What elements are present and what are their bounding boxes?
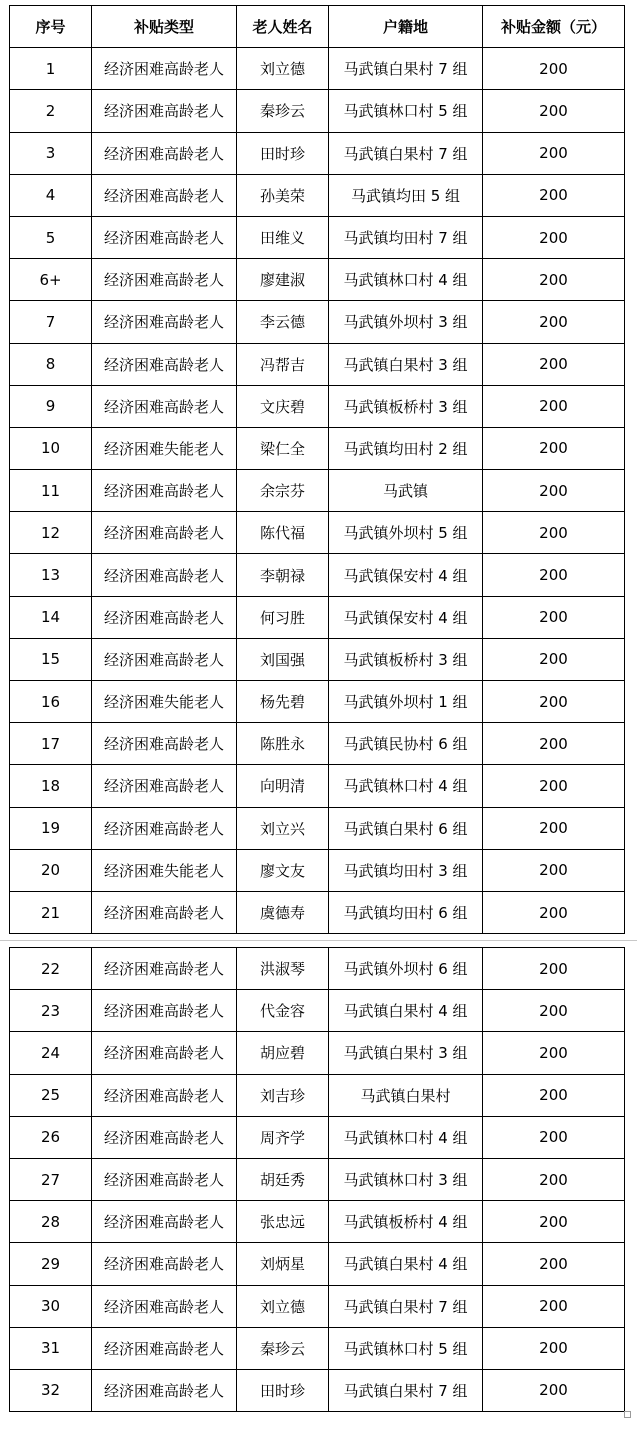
cell-amount: 200	[483, 849, 625, 891]
cell-elder-name: 刘吉珍	[237, 1074, 329, 1116]
cell-subsidy-type: 经济困难高龄老人	[92, 765, 237, 807]
table-row	[10, 1032, 625, 1074]
cell-index: 1	[10, 48, 92, 90]
cell-amount: 200	[483, 1285, 625, 1327]
cell-amount: 200	[483, 948, 625, 990]
cell-elder-name: 刘国强	[237, 638, 329, 680]
cell-index: 11	[10, 470, 92, 512]
cell-index: 24	[10, 1032, 92, 1074]
cell-subsidy-type: 经济困难高龄老人	[92, 1369, 237, 1411]
cell-subsidy-type: 经济困难高龄老人	[92, 301, 237, 343]
cell-amount: 200	[483, 301, 625, 343]
cell-residence: 马武镇白果村	[329, 1074, 483, 1116]
cell-index: 21	[10, 891, 92, 933]
cell-index: 13	[10, 554, 92, 596]
cell-index: 15	[10, 638, 92, 680]
header-residence: 户籍地	[329, 6, 483, 48]
cell-amount: 200	[483, 990, 625, 1032]
cell-index: 17	[10, 723, 92, 765]
cell-elder-name: 廖建淑	[237, 259, 329, 301]
cell-subsidy-type: 经济困难高龄老人	[92, 596, 237, 638]
cell-amount: 200	[483, 470, 625, 512]
cell-amount: 200	[483, 174, 625, 216]
table-row	[10, 765, 625, 807]
cell-index: 5	[10, 216, 92, 258]
cell-residence: 马武镇林口村 5 组	[329, 90, 483, 132]
table-row	[10, 90, 625, 132]
cell-subsidy-type: 经济困难高龄老人	[92, 948, 237, 990]
cell-index: 18	[10, 765, 92, 807]
cell-elder-name: 廖文友	[237, 849, 329, 891]
cell-index: 12	[10, 512, 92, 554]
cell-residence: 马武镇外坝村 5 组	[329, 512, 483, 554]
cell-amount: 200	[483, 807, 625, 849]
cell-subsidy-type: 经济困难高龄老人	[92, 1285, 237, 1327]
cell-elder-name: 代金容	[237, 990, 329, 1032]
cell-index: 3	[10, 132, 92, 174]
table-row	[10, 1201, 625, 1243]
subsidy-table-part-2	[9, 947, 625, 1412]
cell-subsidy-type: 经济困难高龄老人	[92, 48, 237, 90]
cell-index: 4	[10, 174, 92, 216]
cell-elder-name: 刘炳星	[237, 1243, 329, 1285]
cell-amount: 200	[483, 259, 625, 301]
cell-amount: 200	[483, 638, 625, 680]
cell-residence: 马武镇外坝村 1 组	[329, 681, 483, 723]
cell-residence: 马武镇林口村 4 组	[329, 1116, 483, 1158]
cell-elder-name: 向明清	[237, 765, 329, 807]
cell-amount: 200	[483, 1369, 625, 1411]
table-row	[10, 259, 625, 301]
cell-elder-name: 陈胜永	[237, 723, 329, 765]
table-row	[10, 1285, 625, 1327]
cell-residence: 马武镇白果村 7 组	[329, 48, 483, 90]
table-row	[10, 948, 625, 990]
cell-elder-name: 余宗芬	[237, 470, 329, 512]
cell-residence: 马武镇白果村 7 组	[329, 1369, 483, 1411]
cell-subsidy-type: 经济困难高龄老人	[92, 1243, 237, 1285]
cell-amount: 200	[483, 1074, 625, 1116]
cell-amount: 200	[483, 48, 625, 90]
table-row	[10, 301, 625, 343]
cell-residence: 马武镇外坝村 3 组	[329, 301, 483, 343]
header-subsidy-type: 补贴类型	[92, 6, 237, 48]
cell-index: 6+	[10, 259, 92, 301]
cell-elder-name: 刘立兴	[237, 807, 329, 849]
cell-amount: 200	[483, 1116, 625, 1158]
cell-elder-name: 李朝禄	[237, 554, 329, 596]
cell-subsidy-type: 经济困难高龄老人	[92, 1116, 237, 1158]
cell-elder-name: 孙美荣	[237, 174, 329, 216]
cell-elder-name: 胡廷秀	[237, 1158, 329, 1200]
cell-subsidy-type: 经济困难高龄老人	[92, 132, 237, 174]
cell-subsidy-type: 经济困难高龄老人	[92, 385, 237, 427]
cell-residence: 马武镇均田村 7 组	[329, 216, 483, 258]
table-row	[10, 1116, 625, 1158]
cell-residence: 马武镇均田村 2 组	[329, 427, 483, 469]
cell-subsidy-type: 经济困难高龄老人	[92, 1074, 237, 1116]
table-row	[10, 723, 625, 765]
cell-elder-name: 秦珍云	[237, 1327, 329, 1369]
cell-index: 22	[10, 948, 92, 990]
cell-subsidy-type: 经济困难高龄老人	[92, 723, 237, 765]
cell-amount: 200	[483, 681, 625, 723]
cell-elder-name: 田时珍	[237, 1369, 329, 1411]
table-row	[10, 216, 625, 258]
cell-residence: 马武镇	[329, 470, 483, 512]
cell-elder-name: 张忠远	[237, 1201, 329, 1243]
table-row	[10, 638, 625, 680]
cell-subsidy-type: 经济困难高龄老人	[92, 90, 237, 132]
cell-elder-name: 刘立德	[237, 1285, 329, 1327]
cell-index: 25	[10, 1074, 92, 1116]
cell-elder-name: 秦珍云	[237, 90, 329, 132]
table-row	[10, 554, 625, 596]
page-corner-marker	[624, 1411, 631, 1418]
cell-subsidy-type: 经济困难高龄老人	[92, 990, 237, 1032]
table-row	[10, 427, 625, 469]
cell-subsidy-type: 经济困难高龄老人	[92, 1327, 237, 1369]
cell-subsidy-type: 经济困难高龄老人	[92, 259, 237, 301]
table-row	[10, 1074, 625, 1116]
cell-amount: 200	[483, 427, 625, 469]
cell-subsidy-type: 经济困难高龄老人	[92, 1158, 237, 1200]
cell-subsidy-type: 经济困难高龄老人	[92, 512, 237, 554]
cell-index: 26	[10, 1116, 92, 1158]
cell-subsidy-type: 经济困难高龄老人	[92, 343, 237, 385]
table-row	[10, 807, 625, 849]
header-amount: 补贴金额（元）	[483, 6, 625, 48]
cell-amount: 200	[483, 1327, 625, 1369]
table-row	[10, 891, 625, 933]
table-row	[10, 681, 625, 723]
cell-residence: 马武镇林口村 4 组	[329, 765, 483, 807]
cell-residence: 马武镇板桥村 3 组	[329, 385, 483, 427]
table-row	[10, 990, 625, 1032]
cell-residence: 马武镇林口村 5 组	[329, 1327, 483, 1369]
cell-subsidy-type: 经济困难高龄老人	[92, 1201, 237, 1243]
cell-index: 29	[10, 1243, 92, 1285]
cell-residence: 马武镇白果村 4 组	[329, 1243, 483, 1285]
cell-residence: 马武镇均田村 6 组	[329, 891, 483, 933]
cell-index: 10	[10, 427, 92, 469]
cell-index: 8	[10, 343, 92, 385]
cell-residence: 马武镇林口村 3 组	[329, 1158, 483, 1200]
cell-index: 23	[10, 990, 92, 1032]
cell-subsidy-type: 经济困难高龄老人	[92, 554, 237, 596]
table-row	[10, 470, 625, 512]
cell-index: 2	[10, 90, 92, 132]
cell-elder-name: 胡应碧	[237, 1032, 329, 1074]
cell-amount: 200	[483, 512, 625, 554]
cell-index: 30	[10, 1285, 92, 1327]
cell-amount: 200	[483, 343, 625, 385]
subsidy-table-part-1	[9, 5, 625, 934]
cell-subsidy-type: 经济困难高龄老人	[92, 470, 237, 512]
cell-amount: 200	[483, 1243, 625, 1285]
table-row	[10, 1243, 625, 1285]
cell-amount: 200	[483, 385, 625, 427]
cell-elder-name: 文庆碧	[237, 385, 329, 427]
cell-index: 31	[10, 1327, 92, 1369]
table-header-row	[10, 6, 625, 48]
cell-subsidy-type: 经济困难失能老人	[92, 681, 237, 723]
cell-index: 28	[10, 1201, 92, 1243]
table-row	[10, 1327, 625, 1369]
cell-elder-name: 虞德寿	[237, 891, 329, 933]
cell-index: 7	[10, 301, 92, 343]
cell-amount: 200	[483, 596, 625, 638]
cell-amount: 200	[483, 1158, 625, 1200]
cell-subsidy-type: 经济困难高龄老人	[92, 1032, 237, 1074]
cell-elder-name: 陈代福	[237, 512, 329, 554]
cell-amount: 200	[483, 1032, 625, 1074]
cell-elder-name: 洪淑琴	[237, 948, 329, 990]
cell-residence: 马武镇均田 5 组	[329, 174, 483, 216]
cell-subsidy-type: 经济困难高龄老人	[92, 807, 237, 849]
cell-index: 32	[10, 1369, 92, 1411]
cell-amount: 200	[483, 1201, 625, 1243]
cell-residence: 马武镇白果村 3 组	[329, 343, 483, 385]
cell-amount: 200	[483, 765, 625, 807]
header-elder-name: 老人姓名	[237, 6, 329, 48]
cell-residence: 马武镇板桥村 3 组	[329, 638, 483, 680]
page-break-divider	[0, 940, 637, 941]
cell-index: 9	[10, 385, 92, 427]
table-row	[10, 174, 625, 216]
cell-residence: 马武镇外坝村 6 组	[329, 948, 483, 990]
table-body-part-1	[10, 48, 625, 934]
cell-subsidy-type: 经济困难高龄老人	[92, 891, 237, 933]
table-row	[10, 596, 625, 638]
cell-residence: 马武镇白果村 6 组	[329, 807, 483, 849]
table-row	[10, 132, 625, 174]
cell-elder-name: 周齐学	[237, 1116, 329, 1158]
cell-index: 19	[10, 807, 92, 849]
cell-amount: 200	[483, 891, 625, 933]
cell-amount: 200	[483, 132, 625, 174]
table-row	[10, 1369, 625, 1411]
cell-subsidy-type: 经济困难高龄老人	[92, 216, 237, 258]
cell-residence: 马武镇林口村 4 组	[329, 259, 483, 301]
table-body-part-2	[10, 948, 625, 1412]
cell-residence: 马武镇白果村 4 组	[329, 990, 483, 1032]
header-index: 序号	[10, 6, 92, 48]
cell-subsidy-type: 经济困难高龄老人	[92, 638, 237, 680]
table-row	[10, 1158, 625, 1200]
cell-residence: 马武镇白果村 7 组	[329, 1285, 483, 1327]
cell-elder-name: 田维义	[237, 216, 329, 258]
cell-elder-name: 何习胜	[237, 596, 329, 638]
cell-residence: 马武镇保安村 4 组	[329, 554, 483, 596]
table-row	[10, 343, 625, 385]
cell-elder-name: 冯帮吉	[237, 343, 329, 385]
cell-index: 14	[10, 596, 92, 638]
cell-residence: 马武镇白果村 3 组	[329, 1032, 483, 1074]
cell-index: 20	[10, 849, 92, 891]
cell-elder-name: 刘立德	[237, 48, 329, 90]
cell-amount: 200	[483, 554, 625, 596]
cell-residence: 马武镇板桥村 4 组	[329, 1201, 483, 1243]
cell-elder-name: 李云德	[237, 301, 329, 343]
cell-elder-name: 田时珍	[237, 132, 329, 174]
table-row	[10, 48, 625, 90]
cell-subsidy-type: 经济困难失能老人	[92, 849, 237, 891]
cell-residence: 马武镇白果村 7 组	[329, 132, 483, 174]
cell-index: 16	[10, 681, 92, 723]
table-row	[10, 385, 625, 427]
cell-residence: 马武镇保安村 4 组	[329, 596, 483, 638]
table-row	[10, 849, 625, 891]
cell-elder-name: 杨先碧	[237, 681, 329, 723]
cell-residence: 马武镇民协村 6 组	[329, 723, 483, 765]
cell-subsidy-type: 经济困难失能老人	[92, 427, 237, 469]
cell-index: 27	[10, 1158, 92, 1200]
cell-amount: 200	[483, 723, 625, 765]
table-row	[10, 512, 625, 554]
cell-amount: 200	[483, 216, 625, 258]
cell-subsidy-type: 经济困难高龄老人	[92, 174, 237, 216]
cell-residence: 马武镇均田村 3 组	[329, 849, 483, 891]
cell-amount: 200	[483, 90, 625, 132]
cell-elder-name: 梁仁全	[237, 427, 329, 469]
